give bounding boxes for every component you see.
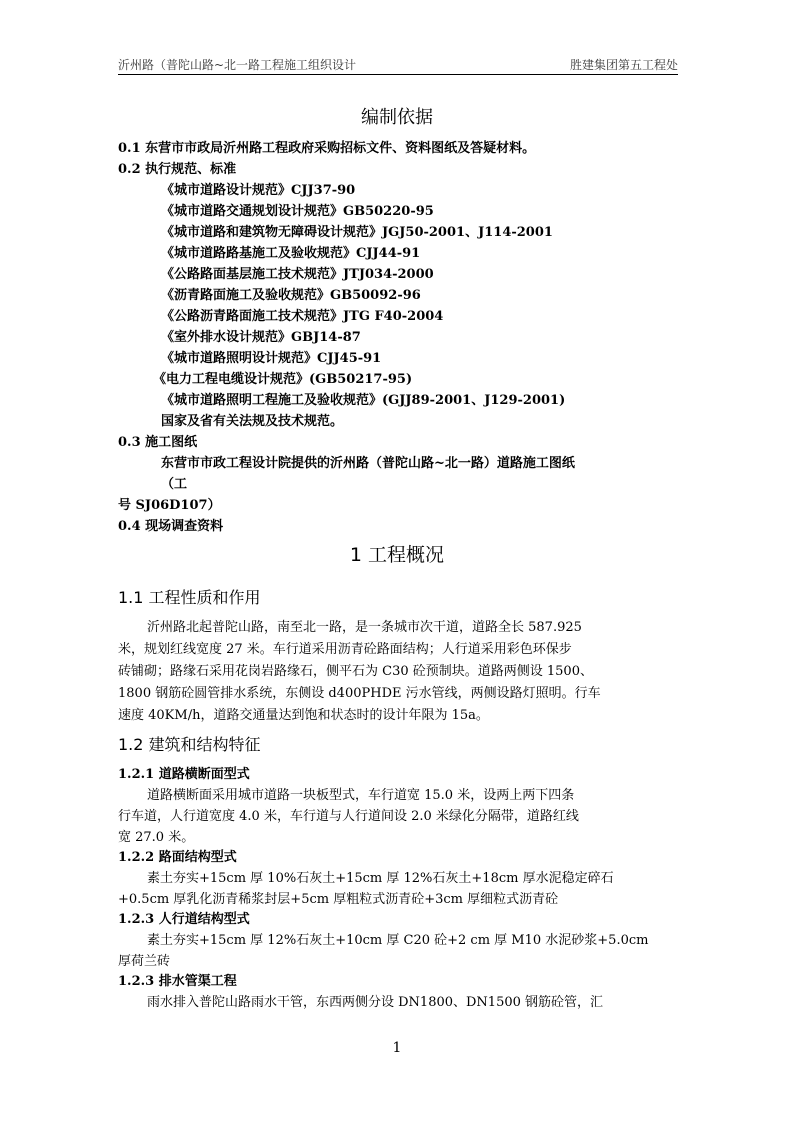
paragraph-line: 行车道，人行道宽度 4.0 米，车行道与人行道间设 2.0 米绿化分隔带，道路红线 (118, 809, 579, 824)
paragraph-line: 素土夯实+15cm 厚 10%石灰土+15cm 厚 12%石灰土+18cm 厚水泥稳定碎石 (147, 871, 614, 886)
subsection-1-2-3-heading: 1.2.3 人行道结构型式 (118, 912, 250, 927)
paragraph-line: 速度 40KM/h，道路交通量达到饱和状态时的设计年限为 15a。 (118, 708, 489, 723)
basis-item-0-3-text: 号 SJ06D107） (118, 498, 221, 513)
section-1-1-heading: 1.1 工程性质和作用 (118, 588, 261, 607)
subsection-1-2-1-heading: 1.2.1 道路横断面型式 (118, 767, 250, 782)
paragraph-line: 砖铺砌；路缘石采用花岗岩路缘石，侧平石为 C30 砼预制块。道路两侧设 1500、 (118, 664, 593, 679)
basis-item-0-3: 0.3 施工图纸 (118, 435, 198, 450)
subsection-1-2-2-heading: 1.2.2 路面结构型式 (118, 850, 237, 865)
basis-item-0-2: 0.2 执行规范、标准 (118, 162, 237, 177)
chapter-1-title: 1 工程概况 (349, 544, 445, 566)
paragraph-line: 道路横断面采用城市道路一块板型式，车行道宽 15.0 米，设两上两下四条 (147, 788, 575, 803)
paragraph-line: 米，规划红线宽度 27 米。车行道采用沥青砼路面结构；人行道采用彩色环保步 (118, 642, 572, 657)
basis-item-0-3-text: 东营市市政工程设计院提供的沂州路（普陀山路~北一路）道路施工图纸 (161, 456, 575, 471)
paragraph-line: 素土夯实+15cm 厚 12%石灰土+10cm 厚 C20 砼+2 cm 厚 M10 水泥砂浆+5.0cm (147, 933, 649, 948)
header-company: 胜建集团第五工程处 (569, 58, 678, 72)
standard-item: 《城市道路照明设计规范》CJJ45-91 (161, 351, 382, 366)
basis-item-0-3-text: （工 (161, 477, 188, 492)
section-1-2-heading: 1.2 建筑和结构特征 (118, 735, 261, 754)
paragraph-line: 雨水排入普陀山路雨水干管，东西两侧分设 DN1800、DN1500 钢筋砼管，汇 (147, 995, 604, 1010)
standard-item: 国家及省有关法规及技术规范。 (161, 414, 344, 429)
section-title: 编制依据 (361, 107, 433, 128)
standard-item: 《城市道路路基施工及验收规范》CJJ44-91 (161, 246, 421, 261)
paragraph-line: 1800 钢筋砼圆管排水系统，东侧设 d400PHDE 污水管线，两侧设路灯照明。行车 (118, 686, 601, 701)
standard-item: 《城市道路交通规划设计规范》GB50220-95 (161, 204, 434, 219)
standard-item: 《城市道路和建筑物无障碍设计规范》JGJ50-2001、J114-2001 (161, 225, 553, 240)
standard-item: 《城市道路照明工程施工及验收规范》(GJJ89-2001、J129-2001) (161, 393, 566, 408)
standard-item: 《公路路面基层施工技术规范》JTJ034-2000 (161, 267, 434, 282)
standard-item: 《沥青路面施工及验收规范》GB50092-96 (161, 288, 421, 303)
paragraph-line: 厚荷兰砖 (118, 954, 171, 969)
subsection-1-2-3b-heading: 1.2.3 排水管渠工程 (118, 974, 237, 989)
header-document-title: 沂州路（普陀山路~北一路工程施工组织设计 (118, 58, 357, 72)
basis-item-0-1: 0.1 东营市市政局沂州路工程政府采购招标文件、资料图纸及答疑材料。 (118, 141, 536, 156)
paragraph-line: +0.5cm 厚乳化沥青稀浆封层+5cm 厚粗粒式沥青砼+3cm 厚细粒式沥青砼 (118, 892, 559, 907)
basis-item-0-4: 0.4 现场调查资料 (118, 519, 224, 534)
standard-item: 《电力工程电缆设计规范》(GB50217-95) (153, 372, 413, 387)
standard-item: 《城市道路设计规范》CJJ37-90 (161, 183, 356, 198)
paragraph-line: 宽 27.0 米。 (118, 830, 195, 845)
standard-item: 《室外排水设计规范》GBJ14-87 (161, 330, 361, 345)
paragraph-line: 沂州路北起普陀山路，南至北一路，是一条城市次干道，道路全长 587.925 (147, 620, 582, 635)
page-number: 1 (392, 1040, 402, 1056)
standard-item: 《公路沥青路面施工技术规范》JTG F40-2004 (161, 309, 444, 324)
page-header (118, 52, 678, 75)
